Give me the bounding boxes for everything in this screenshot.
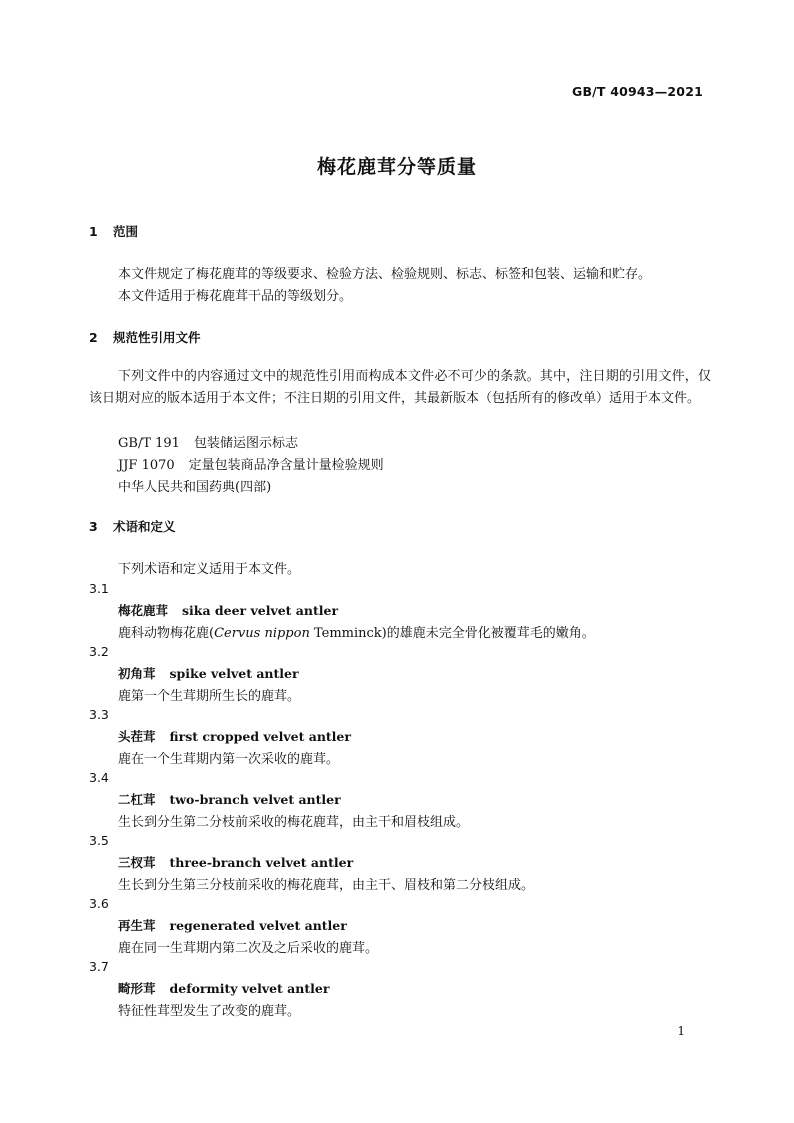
term-number: 3.6 xyxy=(89,896,109,911)
term-chinese: 三杈茸 xyxy=(118,855,156,870)
term-english: two-branch velvet antler xyxy=(169,792,341,807)
section-1-heading xyxy=(89,222,138,240)
section-number: 1 xyxy=(89,224,98,239)
section-number: 3 xyxy=(89,519,98,534)
definition-text: Temminck)的雄鹿未完全骨化被覆茸毛的嫩角。 xyxy=(309,626,595,641)
reference-code: JJF 1070 xyxy=(118,458,175,473)
scientific-name: Cervus nippon xyxy=(214,626,310,641)
term-number: 3.7 xyxy=(89,959,109,974)
term-heading xyxy=(118,979,329,997)
standard-number: GB/T 40943—2021 xyxy=(571,84,703,99)
term-chinese: 头茬茸 xyxy=(118,729,156,744)
term-definition: 生长到分生第三分枝前采收的梅花鹿茸，由主干、眉枝和第二分枝组成。 xyxy=(118,878,535,893)
normative-reference xyxy=(118,432,298,451)
term-definition: 生长到分生第二分枝前采收的梅花鹿茸，由主干和眉枝组成。 xyxy=(118,815,470,830)
term-number: 3.2 xyxy=(89,644,109,659)
page-number: 1 xyxy=(677,1024,685,1038)
term-definition: 特征性茸型发生了改变的鹿茸。 xyxy=(118,1004,301,1019)
term-definition: 鹿在一个生茸期内第一次采收的鹿茸。 xyxy=(118,752,340,767)
term-definition: 鹿在同一生茸期内第二次及之后采收的鹿茸。 xyxy=(118,941,379,956)
section-number: 2 xyxy=(89,330,98,345)
term-chinese: 再生茸 xyxy=(118,918,156,933)
term-number: 3.1 xyxy=(89,581,109,596)
reference-name: 包装储运图示标志 xyxy=(193,436,298,451)
section-1-paragraph-1: 本文件规定了梅花鹿茸的等级要求、检验方法、检验规则、标志、标签和包装、运输和贮存。 xyxy=(118,267,652,282)
normative-reference xyxy=(118,454,384,473)
section-2-heading xyxy=(89,328,201,346)
term-heading xyxy=(118,601,338,619)
term-heading xyxy=(118,916,347,934)
reference-name: 中华人民共和国药典(四部) xyxy=(118,480,272,495)
reference-code: GB/T 191 xyxy=(118,436,180,451)
term-definition xyxy=(118,622,595,641)
term-english: three-branch velvet antler xyxy=(169,855,354,870)
term-english: first cropped velvet antler xyxy=(169,729,351,744)
section-3-intro: 下列术语和定义适用于本文件。 xyxy=(118,562,301,577)
term-heading xyxy=(118,727,351,745)
term-english: spike velvet antler xyxy=(169,666,299,681)
term-heading xyxy=(118,790,341,808)
term-english: deformity velvet antler xyxy=(169,981,330,996)
term-definition: 鹿第一个生茸期所生长的鹿茸。 xyxy=(118,689,301,704)
term-heading xyxy=(118,664,299,682)
term-number: 3.4 xyxy=(89,770,109,785)
section-title: 术语和定义 xyxy=(113,519,176,534)
term-english: regenerated velvet antler xyxy=(169,918,347,933)
definition-text: 鹿科动物梅花鹿( xyxy=(118,626,215,641)
document-title: 梅花鹿茸分等质量 xyxy=(316,156,477,178)
term-number: 3.5 xyxy=(89,833,109,848)
term-chinese: 梅花鹿茸 xyxy=(118,603,169,618)
term-chinese: 畸形茸 xyxy=(118,981,156,996)
section-title: 规范性引用文件 xyxy=(113,330,201,345)
term-heading xyxy=(118,853,353,871)
term-number: 3.3 xyxy=(89,707,109,722)
section-1-paragraph-2: 本文件适用于梅花鹿茸干品的等级划分。 xyxy=(118,289,353,304)
section-title: 范围 xyxy=(113,224,139,239)
section-2-paragraph: 下列文件中的内容通过文中的规范性引用而构成本文件必不可少的条款。其中，注日期的引用文件，仅该日期对应的版本适用于本文件；不注日期的引用文件，其最新版本（包括所有的修改单）适用于本文件。 xyxy=(89,369,711,406)
term-chinese: 二杠茸 xyxy=(118,792,156,807)
normative-reference xyxy=(118,476,271,495)
reference-name: 定量包装商品净含量计量检验规则 xyxy=(188,458,384,473)
term-chinese: 初角茸 xyxy=(118,666,156,681)
term-english: sika deer velvet antler xyxy=(182,603,339,618)
section-3-heading xyxy=(89,517,176,535)
